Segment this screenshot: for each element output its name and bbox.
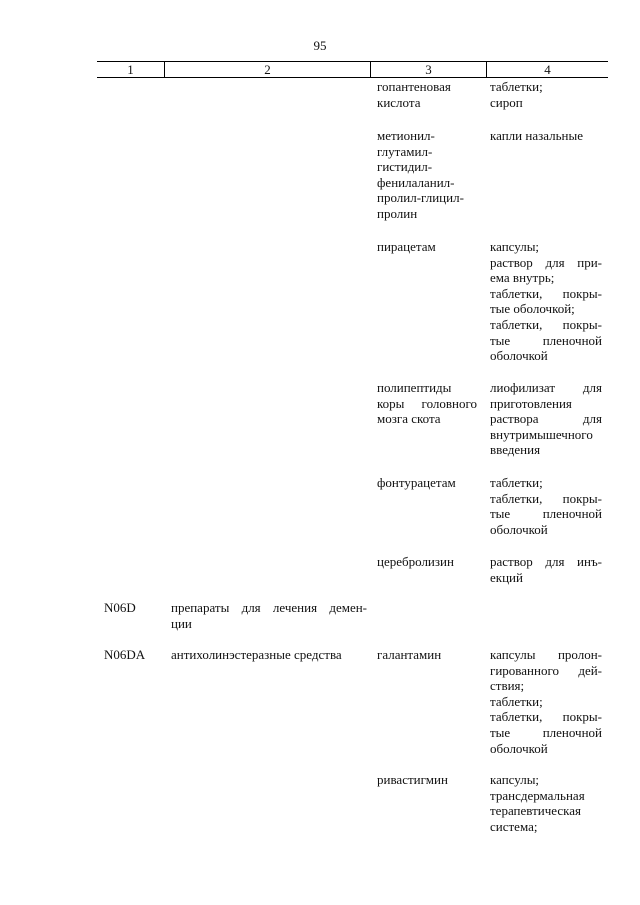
dosage-forms: капсулы; раствор для при- ема внутрь; таблетки, покры- тые оболочкой; таблетки, покры- тые пленочной оболочкой: [490, 239, 602, 364]
dosage-form: таблетки;: [490, 79, 543, 94]
atc-code: N06DA: [104, 647, 146, 662]
drug-text: гопантеновая: [377, 79, 451, 94]
atc-group: антихолинэстеразные средства: [171, 647, 342, 662]
dosage-forms: капсулы; трансдермальная терапевтическая система;: [490, 772, 602, 834]
dosage-form: капсулы;: [490, 772, 540, 787]
drug-name: метионил- глутамил- гистидил- фенилаланил- пролил-глицил- пролин: [377, 128, 464, 221]
dosage-forms: раствор для инъ- екций: [490, 554, 602, 585]
dosage-forms: капсулы пролон- гированного дей- ствия; таблетки; таблетки, покры- тые пленочной оболочкой: [490, 647, 602, 756]
dosage-form: капли назальные: [490, 128, 583, 143]
dosage-forms: [490, 79, 602, 110]
atc-group: препараты для лечения демен- ции: [171, 600, 367, 631]
header-col-3: 3: [425, 62, 432, 77]
drug-name: ривастигмин: [377, 772, 448, 787]
dosage-form: сироп: [490, 94, 523, 110]
drug-text: кислота: [377, 94, 421, 110]
dosage-forms: [490, 128, 602, 144]
drug-name: церебролизин: [377, 554, 454, 569]
dosage-form: таблетки;: [490, 693, 543, 709]
table-header-row: [97, 61, 608, 78]
header-col-4: 4: [544, 62, 551, 77]
header-col-2: 2: [264, 62, 271, 77]
page-number: 95: [313, 38, 327, 53]
drug-name: полипептиды коры головного мозга скота: [377, 380, 477, 427]
drug-name: [377, 79, 477, 110]
atc-code: N06D: [104, 600, 136, 615]
dosage-forms: таблетки; таблетки, покры- тые пленочной оболочкой: [490, 475, 602, 537]
drug-name: пирацетам: [377, 239, 436, 254]
drug-name: фонтурацетам: [377, 475, 456, 490]
dosage-form: таблетки;: [490, 475, 543, 490]
dosage-form: капсулы;: [490, 239, 540, 254]
drug-name: галантамин: [377, 647, 442, 662]
dosage-forms: лиофилизат для приготовления раствора для внутримышечного введения: [490, 380, 602, 458]
header-col-1: 1: [127, 62, 134, 77]
